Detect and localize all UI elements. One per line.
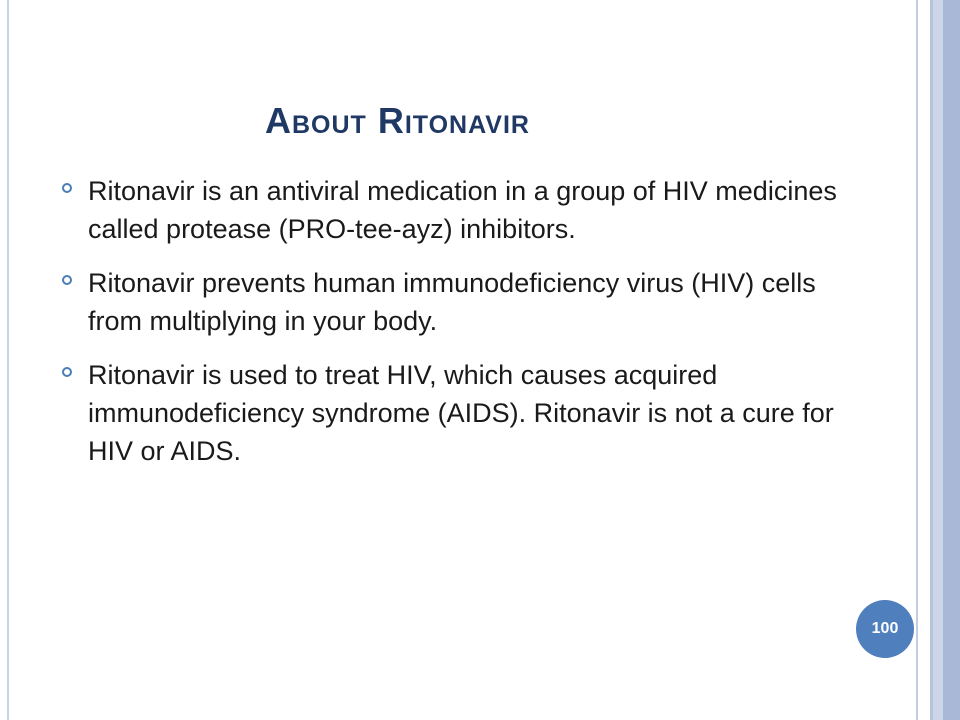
left-border-rule bbox=[7, 0, 9, 720]
bullet-text: Ritonavir is an antiviral medication in a group of HIV medicines called protease (PRO-tee-ayz) inhibitors. bbox=[88, 176, 837, 244]
stripe bbox=[918, 0, 930, 720]
bullet-list bbox=[62, 172, 852, 486]
page-number: 100 bbox=[871, 620, 899, 637]
bullet-icon bbox=[62, 367, 72, 377]
bullet-icon bbox=[62, 275, 72, 285]
right-decorative-stripes bbox=[916, 0, 960, 720]
page-number-badge bbox=[856, 600, 914, 658]
list-item bbox=[62, 264, 852, 340]
bullet-text: Ritonavir prevents human immunodeficiency virus (HIV) cells from multiplying in your body. bbox=[88, 268, 816, 336]
list-item bbox=[62, 356, 852, 470]
stripe bbox=[933, 0, 943, 720]
slide-title: About Ritonavir bbox=[265, 100, 530, 141]
bullet-icon bbox=[62, 183, 72, 193]
stripe bbox=[943, 0, 960, 720]
bullet-text: Ritonavir is used to treat HIV, which causes acquired immunodeficiency syndrome (AIDS). Ritonavir is not a cure for HIV or AIDS. bbox=[88, 360, 834, 466]
list-item bbox=[62, 172, 852, 248]
